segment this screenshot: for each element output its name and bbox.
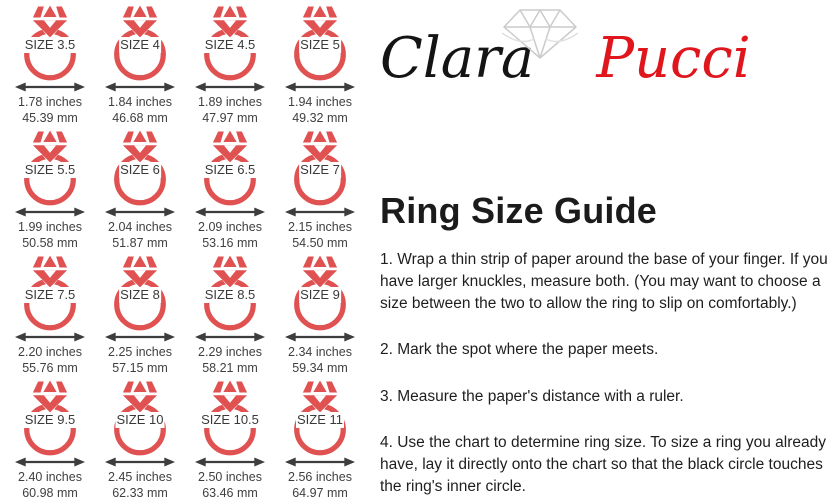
ring-size-label: SIZE 9 xyxy=(300,287,340,302)
brand-logo xyxy=(380,6,836,96)
ring-size-label: SIZE 7.5 xyxy=(24,287,76,302)
ring-size-label: SIZE 8.5 xyxy=(204,287,256,302)
ring-diagram xyxy=(102,253,178,337)
ring-size-cell xyxy=(95,378,185,501)
step-4: 4. Use the chart to determine ring size. To size a ring you already have, lay it directly onto the chart so that the black circle touches the ring's inner circle. xyxy=(380,433,826,496)
ring-size-label: SIZE 9.5 xyxy=(24,412,76,427)
diameter-inches: 2.56 inches xyxy=(288,470,352,484)
diameter-measurements xyxy=(108,219,172,251)
ring-size-label: SIZE 6.5 xyxy=(204,162,256,177)
ring-size-label: SIZE 8 xyxy=(120,287,160,302)
ring-size-cell xyxy=(5,128,95,253)
diameter-inches: 1.84 inches xyxy=(108,95,172,109)
ring-diagram xyxy=(282,378,358,462)
diameter-mm: 45.39 mm xyxy=(22,111,78,125)
ring-diagram xyxy=(12,253,88,337)
ring-diagram xyxy=(12,128,88,212)
diameter-inches: 2.34 inches xyxy=(288,345,352,359)
diameter-measurements xyxy=(288,469,352,501)
ring-size-label: SIZE 10.5 xyxy=(201,412,259,427)
ring-size-cell xyxy=(5,253,95,378)
ring-diagram xyxy=(192,3,268,87)
ring-size-label: SIZE 7 xyxy=(300,162,340,177)
diameter-mm: 50.58 mm xyxy=(22,236,78,250)
ring-diagram xyxy=(282,253,358,337)
diameter-mm: 58.21 mm xyxy=(202,361,258,375)
diameter-measurements xyxy=(198,469,262,501)
diameter-mm: 60.98 mm xyxy=(22,486,78,500)
diameter-mm: 62.33 mm xyxy=(112,486,168,500)
diameter-inches: 2.20 inches xyxy=(18,345,82,359)
ring-size-label: SIZE 5.5 xyxy=(24,162,76,177)
diameter-mm: 54.50 mm xyxy=(292,236,348,250)
brand-name xyxy=(380,6,836,90)
ring-diagram xyxy=(192,128,268,212)
diameter-measurements xyxy=(198,94,262,126)
diameter-measurements xyxy=(108,94,172,126)
ring-size-cell xyxy=(185,3,275,128)
diameter-inches: 1.94 inches xyxy=(288,95,352,109)
diameter-inches: 1.99 inches xyxy=(18,220,82,234)
diameter-measurements xyxy=(288,344,352,376)
ring-diagram xyxy=(12,3,88,87)
diameter-measurements xyxy=(18,94,82,126)
diameter-measurements xyxy=(18,219,82,251)
diameter-mm: 63.46 mm xyxy=(202,486,258,500)
ring-size-cell xyxy=(185,378,275,501)
ring-size-label: SIZE 4 xyxy=(120,37,160,52)
ring-size-cell xyxy=(95,253,185,378)
ring-size-cell xyxy=(95,3,185,128)
diameter-inches: 2.15 inches xyxy=(288,220,352,234)
brand-name-clara: Clara xyxy=(380,26,535,91)
ring-size-cell xyxy=(95,128,185,253)
ring-size-cell xyxy=(185,128,275,253)
diameter-inches: 2.09 inches xyxy=(198,220,262,234)
diameter-measurements xyxy=(18,469,82,501)
diameter-measurements xyxy=(198,344,262,376)
ring-diagram xyxy=(102,3,178,87)
ring-size-cell xyxy=(275,253,365,378)
diameter-inches: 2.25 inches xyxy=(108,345,172,359)
diameter-inches: 1.78 inches xyxy=(18,95,82,109)
ring-diagram xyxy=(192,253,268,337)
ring-size-label: SIZE 6 xyxy=(120,162,160,177)
diameter-measurements xyxy=(288,219,352,251)
ring-diagram xyxy=(282,3,358,87)
instruction-steps xyxy=(380,249,834,498)
diameter-mm: 59.34 mm xyxy=(292,361,348,375)
diameter-mm: 47.97 mm xyxy=(202,111,258,125)
ring-size-cell xyxy=(5,3,95,128)
ring-size-cell xyxy=(275,128,365,253)
size-chart-grid xyxy=(0,0,378,501)
ring-size-label: SIZE 3.5 xyxy=(24,37,76,52)
diameter-mm: 51.87 mm xyxy=(112,236,168,250)
ring-diagram xyxy=(102,378,178,462)
brand-name-pucci: Pucci xyxy=(596,26,751,91)
diameter-mm: 64.97 mm xyxy=(292,486,348,500)
step-2: 2. Mark the spot where the paper meets. xyxy=(380,341,659,359)
diameter-mm: 55.76 mm xyxy=(22,361,78,375)
diameter-inches: 2.50 inches xyxy=(198,470,262,484)
page-title: Ring Size Guide xyxy=(380,190,658,231)
diameter-measurements xyxy=(108,469,172,501)
diameter-mm: 46.68 mm xyxy=(112,111,168,125)
step-3: 3. Measure the paper's distance with a ruler. xyxy=(380,387,684,405)
diameter-measurements xyxy=(288,94,352,126)
diameter-mm: 57.15 mm xyxy=(112,361,168,375)
ring-size-label: SIZE 5 xyxy=(300,37,340,52)
diameter-inches: 2.45 inches xyxy=(108,470,172,484)
diameter-inches: 2.40 inches xyxy=(18,470,82,484)
ring-size-cell xyxy=(275,378,365,501)
diameter-mm: 53.16 mm xyxy=(202,236,258,250)
ring-size-label: SIZE 10 xyxy=(116,412,164,427)
ring-size-cell xyxy=(5,378,95,501)
ring-diagram xyxy=(102,128,178,212)
step-1: 1. Wrap a thin strip of paper around the base of your finger. If you have larger knuckles, measure both. (You may want to choose a size between the two to allow the ring to slip on comfortably.) xyxy=(380,251,828,313)
ring-size-cell xyxy=(185,253,275,378)
diameter-measurements xyxy=(198,219,262,251)
ring-size-label: SIZE 11 xyxy=(296,412,344,427)
diameter-mm: 49.32 mm xyxy=(292,111,348,125)
guide-panel xyxy=(380,0,836,501)
ring-diagram xyxy=(12,378,88,462)
diameter-measurements xyxy=(108,344,172,376)
diameter-inches: 1.89 inches xyxy=(198,95,262,109)
ring-size-label: SIZE 4.5 xyxy=(204,37,256,52)
diameter-inches: 2.04 inches xyxy=(108,220,172,234)
diamond-outline-icon xyxy=(492,6,588,62)
ring-size-cell xyxy=(275,3,365,128)
ring-diagram xyxy=(192,378,268,462)
diameter-measurements xyxy=(18,344,82,376)
ring-diagram xyxy=(282,128,358,212)
diameter-inches: 2.29 inches xyxy=(198,345,262,359)
